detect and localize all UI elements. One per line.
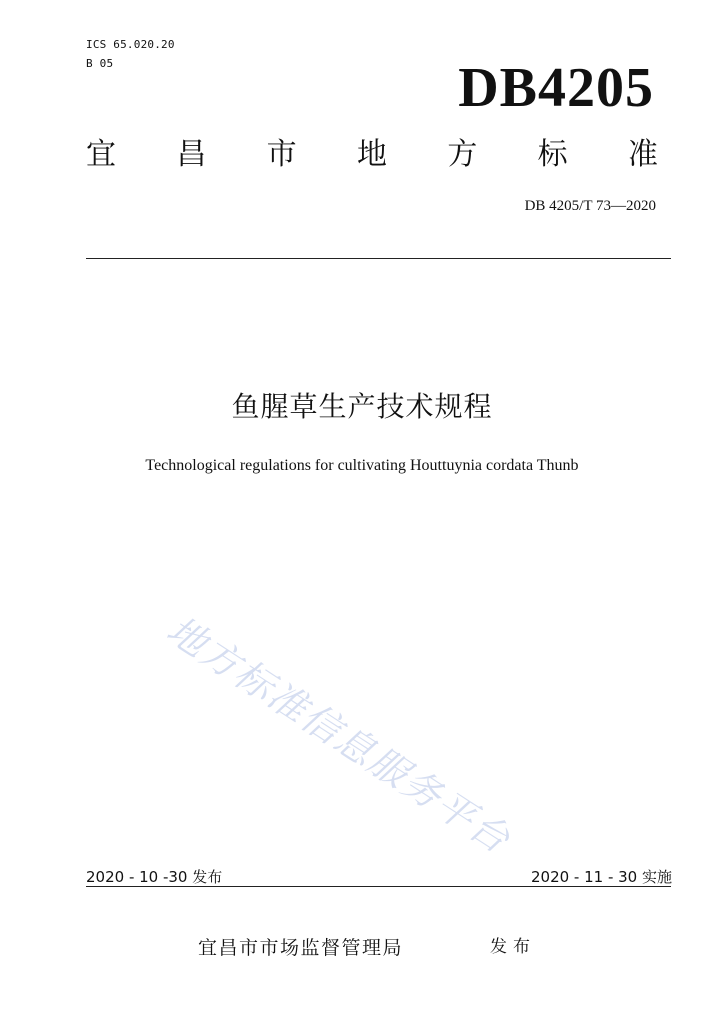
standard-type-char: 方 [447,137,478,172]
standard-type-char: 准 [627,137,658,172]
document-title-cn: 鱼腥草生产技术规程 [231,390,493,423]
standard-type-char: 地 [356,137,387,172]
watermark-text: 地方标准信息服务平台 [159,607,519,863]
classification-code: B 05 [86,57,114,70]
issuing-authority: 宜昌市市场监督管理局 [198,937,404,959]
document-title-en: Technological regulations for cultivating Houttuynia cordata Thunb [145,457,579,474]
standard-number: DB 4205/T 73—2020 [524,198,656,214]
standard-type-heading [86,137,658,172]
issue-date: 2020 - 10 -30 发布 [86,868,223,886]
standard-type-char: 标 [537,137,568,172]
standard-type-char: 宜 [86,137,116,172]
issuing-label: 发布 [490,937,536,957]
footer-divider [86,886,671,887]
standard-type-char: 昌 [176,137,207,172]
header-divider [86,258,671,259]
standard-type-char: 市 [266,137,297,172]
standard-logo: DB4205 [458,57,654,119]
ics-code: ICS 65.020.20 [86,38,175,51]
effective-date: 2020 - 11 - 30 实施 [530,868,672,886]
